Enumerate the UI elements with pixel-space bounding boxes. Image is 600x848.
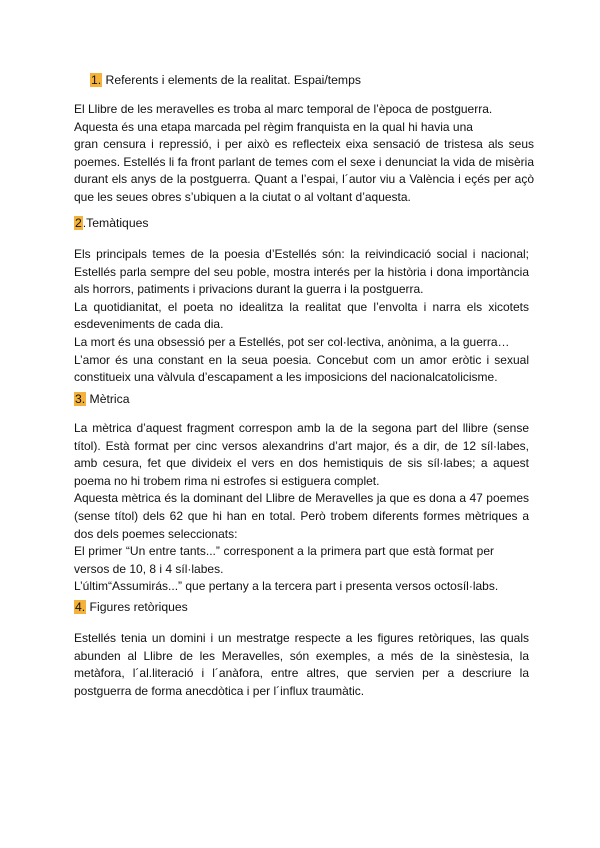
paragraph-text: El primer “Un entre tants...” corresponent a la primera part que està format per versos de 10, 8 i 4 síl·labes. (74, 544, 494, 576)
paragraph-line: Aquesta és una etapa marcada pel règim franquista en la qual hi havia una (74, 119, 473, 134)
section-number: 2 (75, 216, 82, 230)
paragraph-text: La mètrica d’aquest fragment correspon amb la de la segona part del llibre (sense títol). Està format per cinc versos alexandrins d’art major, és a dir, de 12 síl·labes, amb cesura, fet que divideix el vers en dos hemistiquis de sis síl·labes; a aquest poema no hi trobem rima ni estrofes si estiguera complet. (74, 421, 529, 488)
section-title: Referents i elements de la realitat. Espai/temps (102, 73, 361, 87)
paragraph-line: El Llibre de les meravelles es troba al marc temporal de l’època de postguerra. (74, 102, 493, 116)
paragraph-text: La mort és una obsessió per a Estellés, pot ser col·lectiva, anònima, a la guerra… (74, 334, 510, 349)
section-2-heading (74, 215, 149, 231)
section-4-heading (74, 599, 188, 615)
paragraph-text: Els principals temes de la poesia d’Estellés són: la reivindicació social i nacional; Estellés parla sempre del seu poble, mostra interés per la història i dona importància als horrors, patiments i privacions durant la guerra i la postguerra. (74, 247, 529, 297)
paragraph-text: gran censura i repressió, i per això es reflecteix eixa sensació de tristesa als seus poemes. Estellés li fa front parlant de temes com el sexe i denunciat la vida de misèria durant els anys de la postguerra. Quant a l’espai, l´autor viu a València i eçés per açò que les seues obres s’ubiquen a la ciutat o al voltant d’aquesta. (74, 137, 534, 204)
section-title: Figures retòriques (86, 600, 188, 614)
section-3-heading (74, 391, 130, 407)
section-title: Mètrica (86, 392, 130, 406)
section-number: 4. (75, 600, 86, 614)
paragraph-text: Aquesta mètrica és la dominant del Llibre de Meravelles ja que es dona a 47 poemes (sense títol) dels 62 que hi han en total. Però trobem diferents formes mètriques a dos dels poemes seleccionats: (74, 491, 529, 541)
section-title: .Temàtiques (82, 216, 149, 230)
paragraph-text: La quotidianitat, el poeta no idealitza la realitat que l’envolta i narra els xicotets esdeveniments de cada dia. (74, 299, 529, 332)
section-number: 3. (75, 392, 86, 406)
section-1-heading (90, 72, 361, 88)
section-3-body (74, 420, 529, 596)
section-4-body (74, 630, 529, 700)
section-number: 1. (91, 73, 102, 87)
paragraph-text: L’amor és una constant en la seua poesia. Concebut com un amor eròtic i sexual constitueix una vàlvula d’escapament a les imposicions del nacionalcatolicisme. (74, 352, 529, 385)
section-1-body (74, 101, 534, 207)
section-2-body (74, 246, 529, 387)
paragraph-text: Estellés tenia un domini i un mestratge respecte a les figures retòriques, las quals abunden al Llibre de les Meravelles, són exemples, a més de la sinèstesia, la metàfora, l´al.literació i l´anàfora, entre altres, que servien per a descriure la postguerra de forma anecdòtica i per l´influx traumàtic. (74, 631, 529, 698)
paragraph-text: L’últim“Assumirás...” que pertany a la tercera part i presenta versos octosíl·labs. (74, 579, 499, 594)
